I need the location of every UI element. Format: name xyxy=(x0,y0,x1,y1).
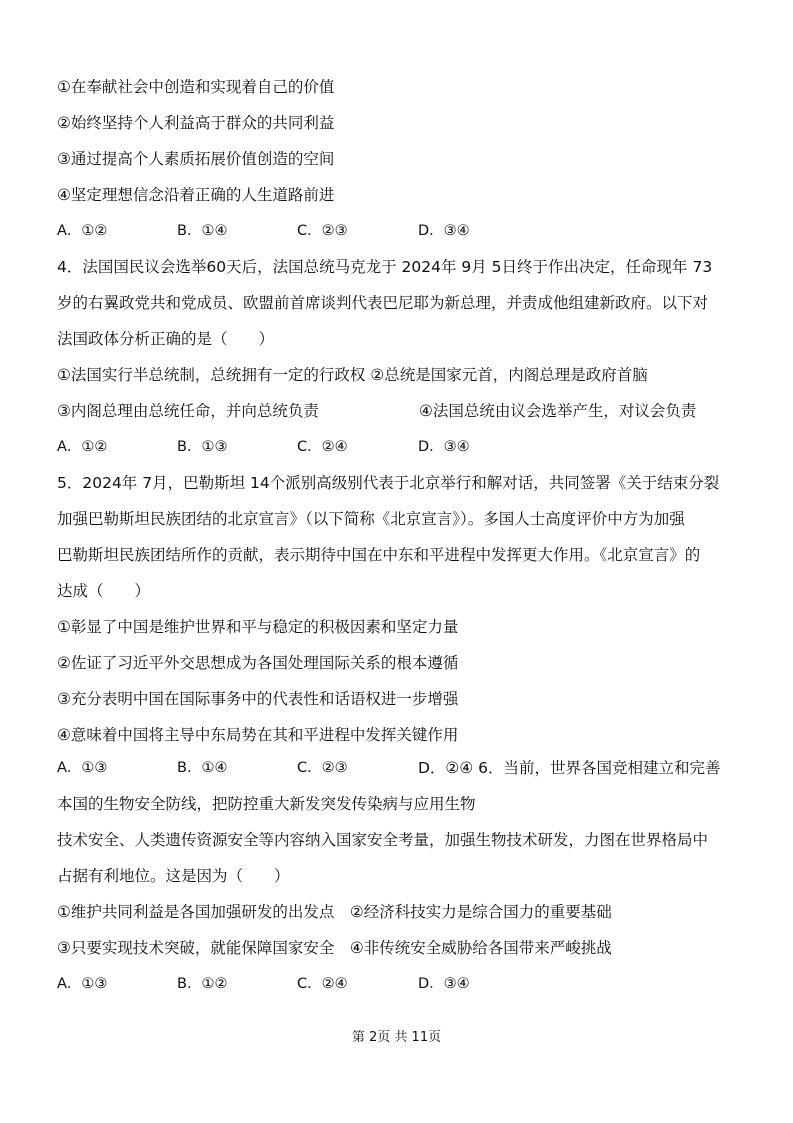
q6-items-3-4: ③只要实现技术突破，就能保障国家安全 ④非传统安全威胁给各国带来严峻挑战 xyxy=(57,939,612,957)
q3-option-d: D．③④ xyxy=(418,223,470,239)
q4-stem-line-2: 岁的右翼政党共和党成员、欧盟前首席谈判代表巴尼耶为新总理，并责成他组建新政府。以下对 xyxy=(57,294,709,312)
q6-option-d: D．③④ xyxy=(418,976,470,992)
q4-option-a: A．①② xyxy=(57,439,108,455)
q3-item-2: ②始终坚持个人利益高于群众的共同利益 xyxy=(57,114,335,132)
q6-option-a: A．①③ xyxy=(57,976,108,992)
q5-stem-line-2: 加强巴勒斯坦民族团结的北京宣言》（以下简称《北京宣言》）。多国人士高度评价中方为加强 xyxy=(57,510,685,528)
q5-item-1: ①彰显了中国是维护世界和平与稳定的积极因素和坚定力量 xyxy=(57,618,459,636)
q6-items-1-2: ①维护共同利益是各国加强研发的出发点 ②经济科技实力是综合国力的重要基础 xyxy=(57,903,612,921)
q3-option-a: A．①② xyxy=(57,223,108,239)
q5-stem-line-4: 达成（ ） xyxy=(57,582,151,600)
q3-item-4: ④坚定理想信念沿着正确的人生道路前进 xyxy=(57,186,335,204)
q5-option-d-and-q6-start: D．②④ 6．当前，世界各国竞相建立和完善 xyxy=(418,759,721,777)
q4-item-4: ④法国总统由议会选举产生，对议会负责 xyxy=(419,402,697,420)
q3-item-3: ③通过提高个人素质拓展价值创造的空间 xyxy=(57,150,335,168)
q4-item-1-2: ①法国实行半总统制，总统拥有一定的行政权 ②总统是国家元首，内阁总理是政府首脑 xyxy=(57,366,648,384)
q4-option-d: D．③④ xyxy=(418,439,470,455)
q3-option-b: B．①④ xyxy=(177,223,228,239)
q4-stem-line-3: 法国政体分析正确的是（ ） xyxy=(57,330,275,348)
q6-option-c: C．②④ xyxy=(297,976,348,992)
q4-stem-line-1: 4．法国国民议会选举60天后，法国总统马克龙于 2024年 9月 5日终于作出决定，任命现年 73 xyxy=(57,258,713,276)
q5-item-3: ③充分表明中国在国际事务中的代表性和话语权进一步增强 xyxy=(57,690,459,708)
q5-item-2: ②佐证了习近平外交思想成为各国处理国际关系的根本遵循 xyxy=(57,654,459,672)
q4-option-c: C．②④ xyxy=(297,439,348,455)
q5-item-4: ④意味着中国将主导中东局势在其和平进程中发挥关键作用 xyxy=(57,726,459,744)
q4-option-b: B．①③ xyxy=(177,439,228,455)
q6-stem-line-2: 技术安全、人类遗传资源安全等内容纳入国家安全考量，加强生物技术研发，力图在世界格局中 xyxy=(57,831,709,849)
page-footer: 第 2页 共 11页 xyxy=(351,1030,442,1045)
q6-option-b: B．①② xyxy=(177,976,228,992)
q4-item-3: ③内阁总理由总统任命，并向总统负责 xyxy=(57,402,319,420)
q3-item-1: ①在奉献社会中创造和实现着自己的价值 xyxy=(57,78,335,96)
q6-stem-line-1: 本国的生物安全防线，把防控重大新发突发传染病与应用生物 xyxy=(57,795,476,813)
q5-option-a: A．①③ xyxy=(57,760,108,776)
q5-option-c: C．②③ xyxy=(297,760,348,776)
q5-option-b: B．①④ xyxy=(177,760,228,776)
q3-option-c: C．②③ xyxy=(297,223,348,239)
q6-stem-line-3: 占据有利地位。这是因为（ ） xyxy=(57,867,290,885)
q5-stem-line-3: 巴勒斯坦民族团结所作的贡献，表示期待中国在中东和平进程中发挥更大作用。《北京宣言》的 xyxy=(57,546,701,564)
q5-stem-line-1: 5．2024年 7月，巴勒斯坦 14个派别高级别代表于北京举行和解对话，共同签署《关于结束分裂 xyxy=(57,474,720,492)
